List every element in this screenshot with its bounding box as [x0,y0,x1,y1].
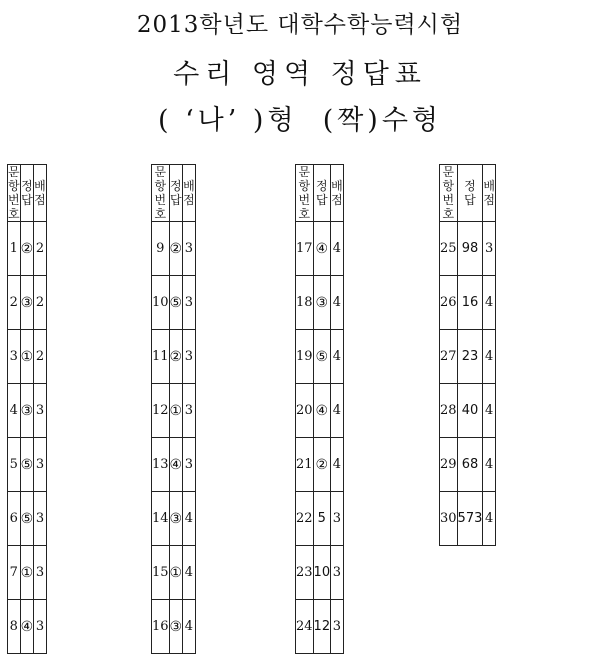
correct-answer: ② [20,222,34,276]
header-number-line2: 번호 [298,193,311,221]
question-number: 30 [440,492,458,546]
header-answer: 정 답 [457,165,483,222]
question-number: 1 [8,222,21,276]
table-row [440,276,496,330]
points-value: 3 [183,438,196,492]
points-value: 4 [183,492,196,546]
points-value: 3 [183,330,196,384]
points-value: 4 [331,276,344,330]
answer-block-1 [7,164,47,654]
table-row [296,276,344,330]
header-number [296,165,314,222]
table-row [296,600,344,654]
correct-answer: ⑤ [20,438,34,492]
header-number [8,165,21,222]
correct-answer: ③ [20,276,34,330]
table-row [440,384,496,438]
table-row [296,330,344,384]
table-row [8,492,47,546]
correct-answer: ④ [313,384,331,438]
correct-answer: ① [20,330,34,384]
table-row [152,600,196,654]
correct-answer: ④ [169,438,183,492]
question-number: 27 [440,330,458,384]
question-number: 11 [152,330,170,384]
question-number: 22 [296,492,314,546]
correct-answer: 40 [457,384,483,438]
points-value: 3 [183,222,196,276]
table-row [152,546,196,600]
correct-answer: 5 [313,492,331,546]
correct-answer: ③ [20,384,34,438]
points-value: 2 [34,330,47,384]
question-number: 3 [8,330,21,384]
points-value: 3 [34,546,47,600]
question-number: 18 [296,276,314,330]
correct-answer: 23 [457,330,483,384]
correct-answer: ④ [313,222,331,276]
header-number-line1: 문항 [154,165,167,193]
header-points: 배 점 [483,165,496,222]
question-number: 10 [152,276,170,330]
question-number: 20 [296,384,314,438]
correct-answer: ② [313,438,331,492]
header-number [440,165,458,222]
correct-answer: ① [169,384,183,438]
header-number-line1: 문항 [442,165,455,193]
points-value: 4 [483,330,496,384]
exam-title: 2013학년도 대학수학능력시험 [136,12,464,38]
header-number-line2: 번호 [8,193,20,221]
header-points: 배 점 [34,165,47,222]
correct-answer: ③ [169,492,183,546]
question-number: 24 [296,600,314,654]
table-row [296,546,344,600]
table-row [440,222,496,276]
answer-sheet-title: 수리 영역 정답표 [173,59,427,90]
correct-answer: 10 [313,546,331,600]
points-value: 3 [331,546,344,600]
points-value: 4 [331,438,344,492]
table-row [296,384,344,438]
header-number-line1: 문항 [298,165,311,193]
correct-answer: 12 [313,600,331,654]
correct-answer: 16 [457,276,483,330]
question-number: 14 [152,492,170,546]
points-value: 4 [483,438,496,492]
question-number: 28 [440,384,458,438]
table-row [296,492,344,546]
points-value: 4 [183,546,196,600]
points-value: 3 [183,384,196,438]
points-value: 2 [34,276,47,330]
correct-answer: ② [169,222,183,276]
points-value: 2 [34,222,47,276]
question-number: 26 [440,276,458,330]
correct-answer: ③ [313,276,331,330]
header-number-line2: 번호 [154,193,167,221]
table-row [152,222,196,276]
table-row [8,222,47,276]
question-number: 4 [8,384,21,438]
points-value: 3 [34,438,47,492]
correct-answer: ② [169,330,183,384]
question-number: 5 [8,438,21,492]
table-row [152,438,196,492]
correct-answer: ④ [20,600,34,654]
question-number: 6 [8,492,21,546]
correct-answer: 68 [457,438,483,492]
header-answer: 정 답 [313,165,331,222]
exam-type-subtitle: ( ‘나’ )형 (짝)수형 [157,105,443,136]
header-number [152,165,170,222]
table-row [152,330,196,384]
answer-block-4 [439,164,496,546]
question-number: 17 [296,222,314,276]
correct-answer: 573 [457,492,483,546]
points-value: 3 [34,600,47,654]
question-number: 19 [296,330,314,384]
header-answer: 정 답 [169,165,183,222]
question-number: 29 [440,438,458,492]
points-value: 4 [183,600,196,654]
points-value: 3 [183,276,196,330]
table-row [296,438,344,492]
correct-answer: ⑤ [169,276,183,330]
header-points: 배 점 [183,165,196,222]
points-value: 3 [34,492,47,546]
question-number: 25 [440,222,458,276]
header-number-line2: 번호 [442,193,455,221]
table-row [152,384,196,438]
correct-answer: ① [20,546,34,600]
table-row [152,492,196,546]
table-row [152,276,196,330]
question-number: 8 [8,600,21,654]
question-number: 12 [152,384,170,438]
question-number: 13 [152,438,170,492]
table-row [8,546,47,600]
points-value: 3 [483,222,496,276]
points-value: 4 [483,276,496,330]
points-value: 4 [331,222,344,276]
correct-answer: ⑤ [20,492,34,546]
table-row [440,330,496,384]
points-value: 3 [331,600,344,654]
question-number: 9 [152,222,170,276]
points-value: 4 [331,384,344,438]
table-row [8,600,47,654]
points-value: 4 [483,492,496,546]
correct-answer: 98 [457,222,483,276]
header-answer: 정 답 [20,165,34,222]
correct-answer: ③ [169,600,183,654]
table-row [440,492,496,546]
header-number-line1: 문항 [8,165,20,193]
correct-answer: ⑤ [313,330,331,384]
answer-block-2 [151,164,196,654]
points-value: 3 [331,492,344,546]
header-points: 배 점 [331,165,344,222]
question-number: 23 [296,546,314,600]
table-row [296,222,344,276]
question-number: 21 [296,438,314,492]
table-row [8,438,47,492]
answer-block-3 [295,164,344,654]
table-row [8,330,47,384]
question-number: 2 [8,276,21,330]
points-value: 4 [483,384,496,438]
points-value: 4 [331,330,344,384]
table-row [8,384,47,438]
table-row [8,276,47,330]
correct-answer: ① [169,546,183,600]
points-value: 3 [34,384,47,438]
table-row [440,438,496,492]
question-number: 7 [8,546,21,600]
question-number: 16 [152,600,170,654]
question-number: 15 [152,546,170,600]
